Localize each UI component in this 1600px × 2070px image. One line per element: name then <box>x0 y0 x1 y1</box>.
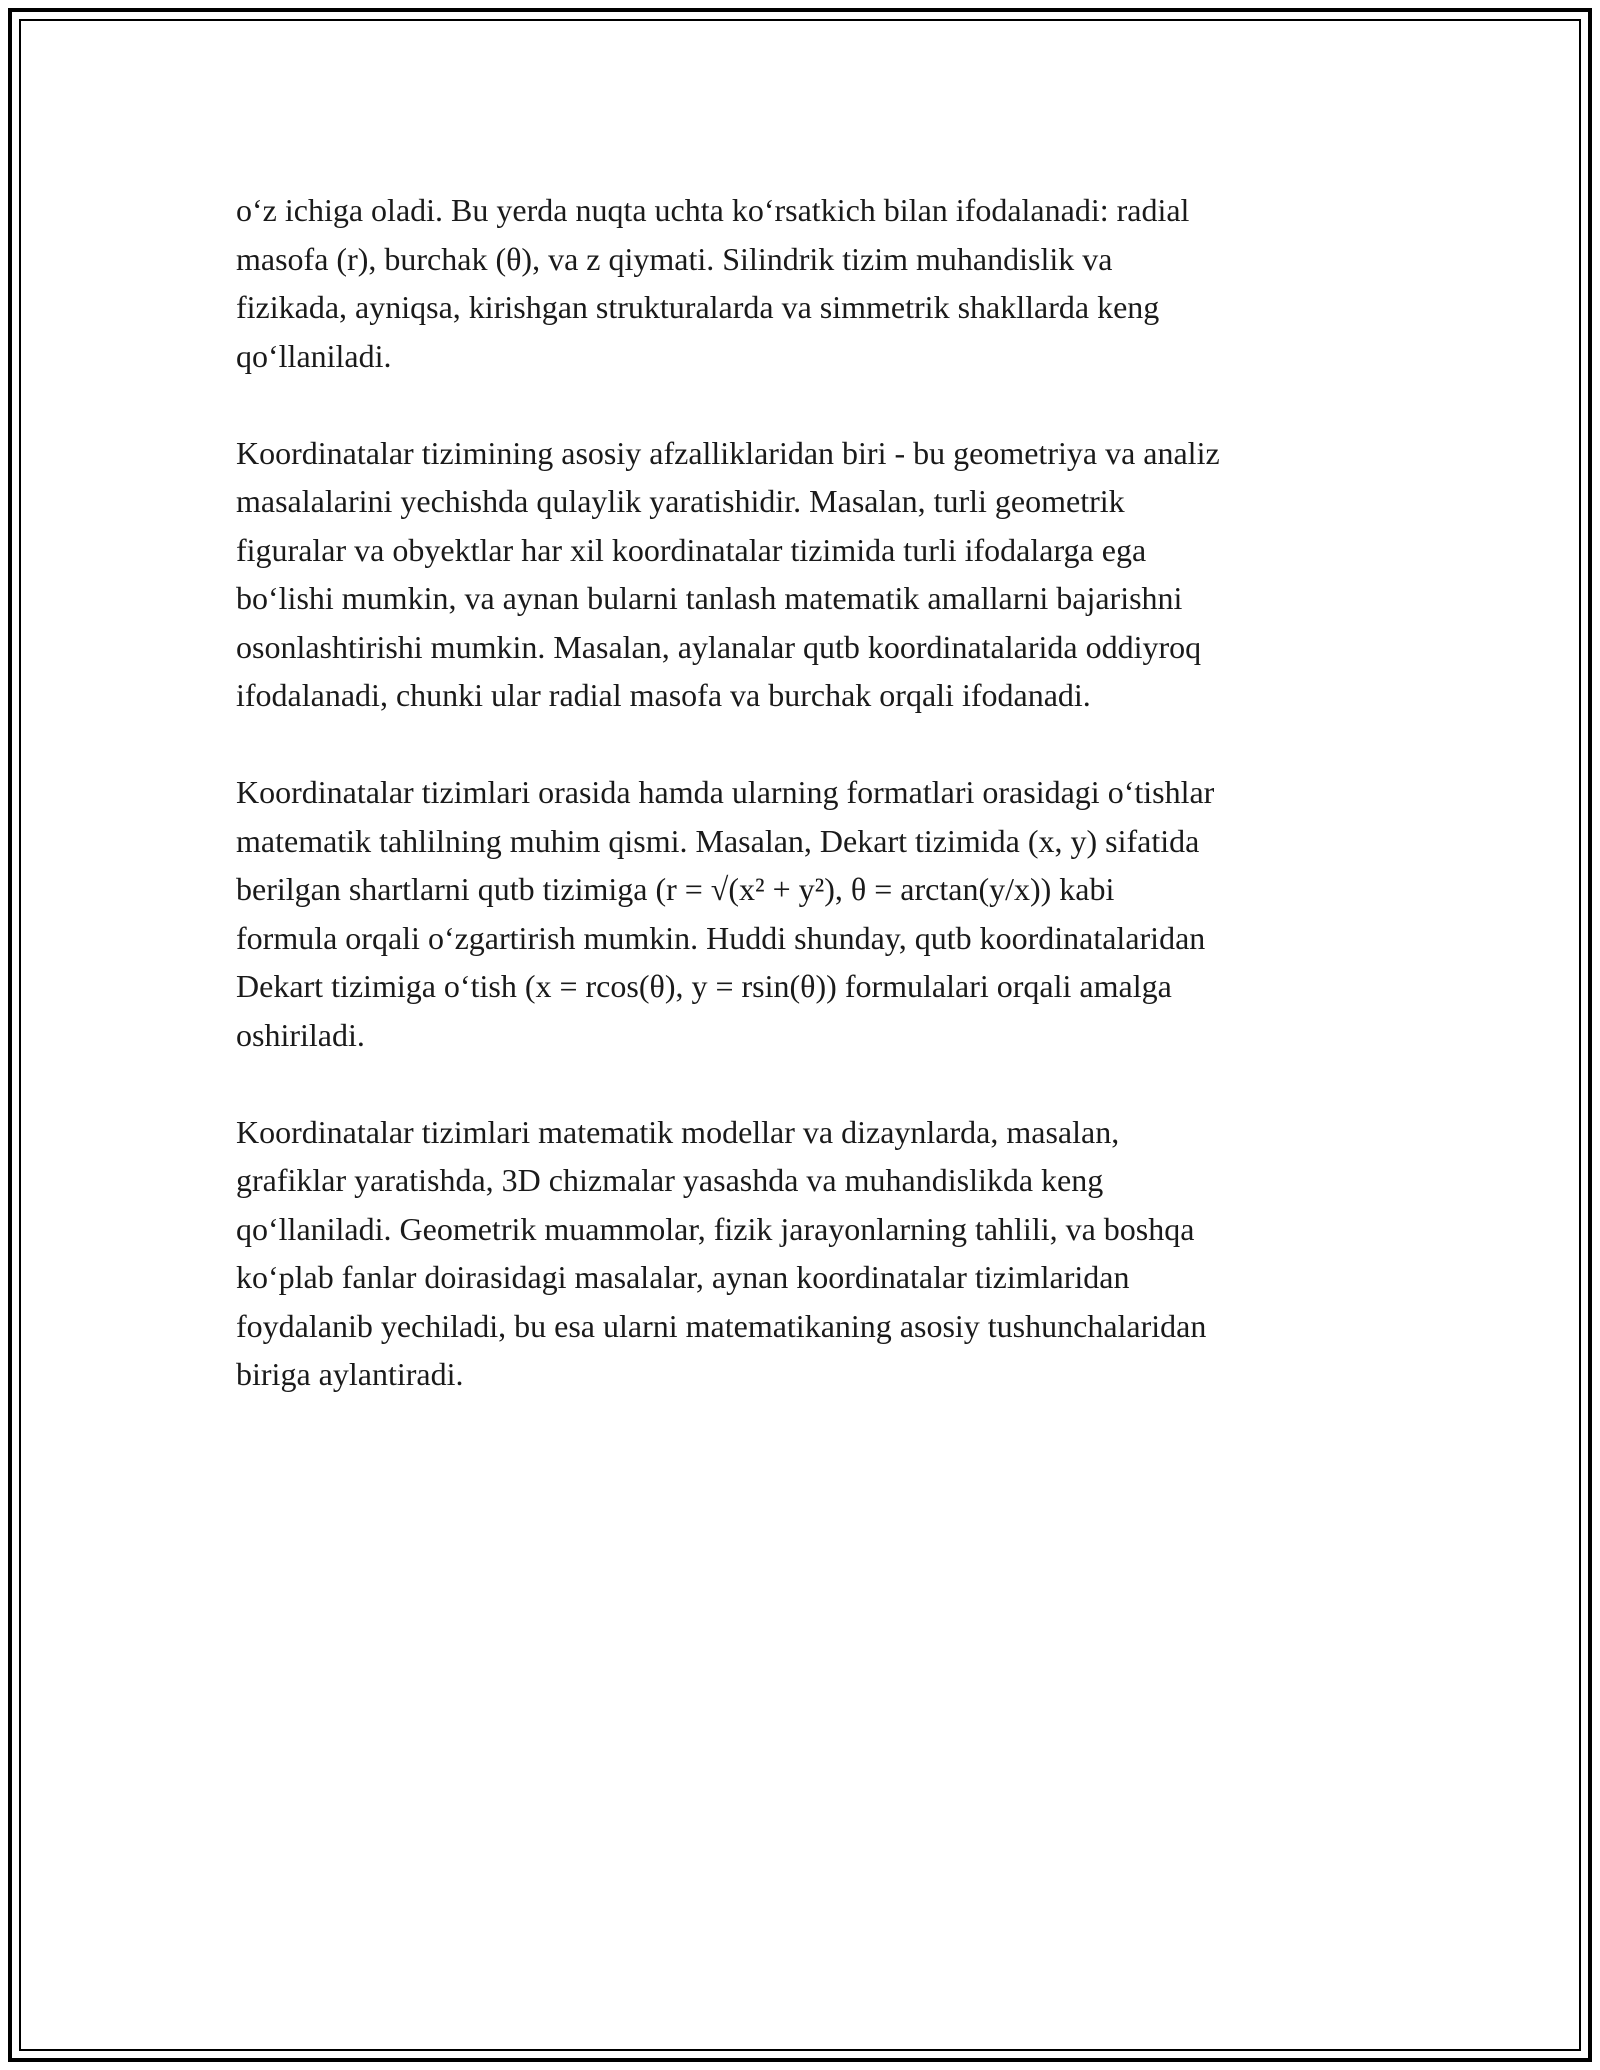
text-line: Dekart tizimiga o‘tish (x = rcos(θ), y = rsin(θ)) formulalari orqali amalga <box>236 968 1172 1004</box>
text-line: ifodalanadi, chunki ular radial masofa va burchak orqali ifodanadi. <box>236 677 1091 713</box>
text-line: berilgan shartlarni qutb tizimiga (r = √(x² + y²), θ = arctan(y/x)) kabi <box>236 871 1115 907</box>
text-line: masofa (r), burchak (θ), va z qiymati. Silindrik tizim muhandislik va <box>236 240 1113 277</box>
text-line: biriga aylantiradi. <box>236 1356 464 1392</box>
text-line: fizikada, ayniqsa, kirishgan strukturalarda va simmetrik shakllarda keng <box>236 289 1160 325</box>
text-line: oshiriladi. <box>236 1016 365 1053</box>
text-line: formula orqali o‘zgartirish mumkin. Huddi shunday, qutb koordinatalaridan <box>236 919 1206 956</box>
paragraph-1 <box>236 186 1366 380</box>
text-line: Koordinatalar tizimlari orasida hamda ularning formatlari orasidagi o‘tishlar <box>236 774 1215 810</box>
text-line: matematik tahlilning muhim qismi. Masalan, Dekart tizimida (x, y) sifatida <box>236 822 1200 859</box>
text-line: Koordinatalar tizimining asosiy afzalliklaridan biri - bu geometriya va analiz <box>236 434 1220 471</box>
text-line: o‘z ichiga oladi. Bu yerda nuqta uchta ko‘rsatkich bilan ifodalanadi: radial <box>236 192 1190 228</box>
text-line: grafiklar yaratishda, 3D chizmalar yasashda va muhandislikda keng <box>236 1162 1104 1198</box>
document-body <box>236 186 1366 1447</box>
text-line: ko‘plab fanlar doirasidagi masalalar, aynan koordinatalar tizimlaridan <box>236 1259 1130 1295</box>
text-line: figuralar va obyektlar har xil koordinatalar tizimida turli ifodalarga ega <box>236 531 1147 568</box>
text-line: qo‘llaniladi. Geometrik muammolar, fizik jarayonlarning tahlili, va boshqa <box>236 1210 1195 1247</box>
text-line: foydalanib yechiladi, bu esa ularni matematikaning asosiy tushunchalaridan <box>236 1307 1207 1344</box>
paragraph-3 <box>236 768 1366 1059</box>
text-line: Koordinatalar tizimlari matematik modellar va dizaynlarda, masalan, <box>236 1113 1120 1150</box>
paragraph-2 <box>236 429 1366 720</box>
text-line: qo‘llaniladi. <box>236 337 392 374</box>
paragraph-4 <box>236 1108 1366 1399</box>
text-line: osonlashtirishi mumkin. Masalan, aylanalar qutb koordinatalarida oddiyroq <box>236 628 1202 665</box>
text-line: masalalarini yechishda qulaylik yaratishidir. Masalan, turli geometrik <box>236 483 1125 519</box>
text-line: bo‘lishi mumkin, va aynan bularni tanlash matematik amallarni bajarishni <box>236 580 1183 616</box>
